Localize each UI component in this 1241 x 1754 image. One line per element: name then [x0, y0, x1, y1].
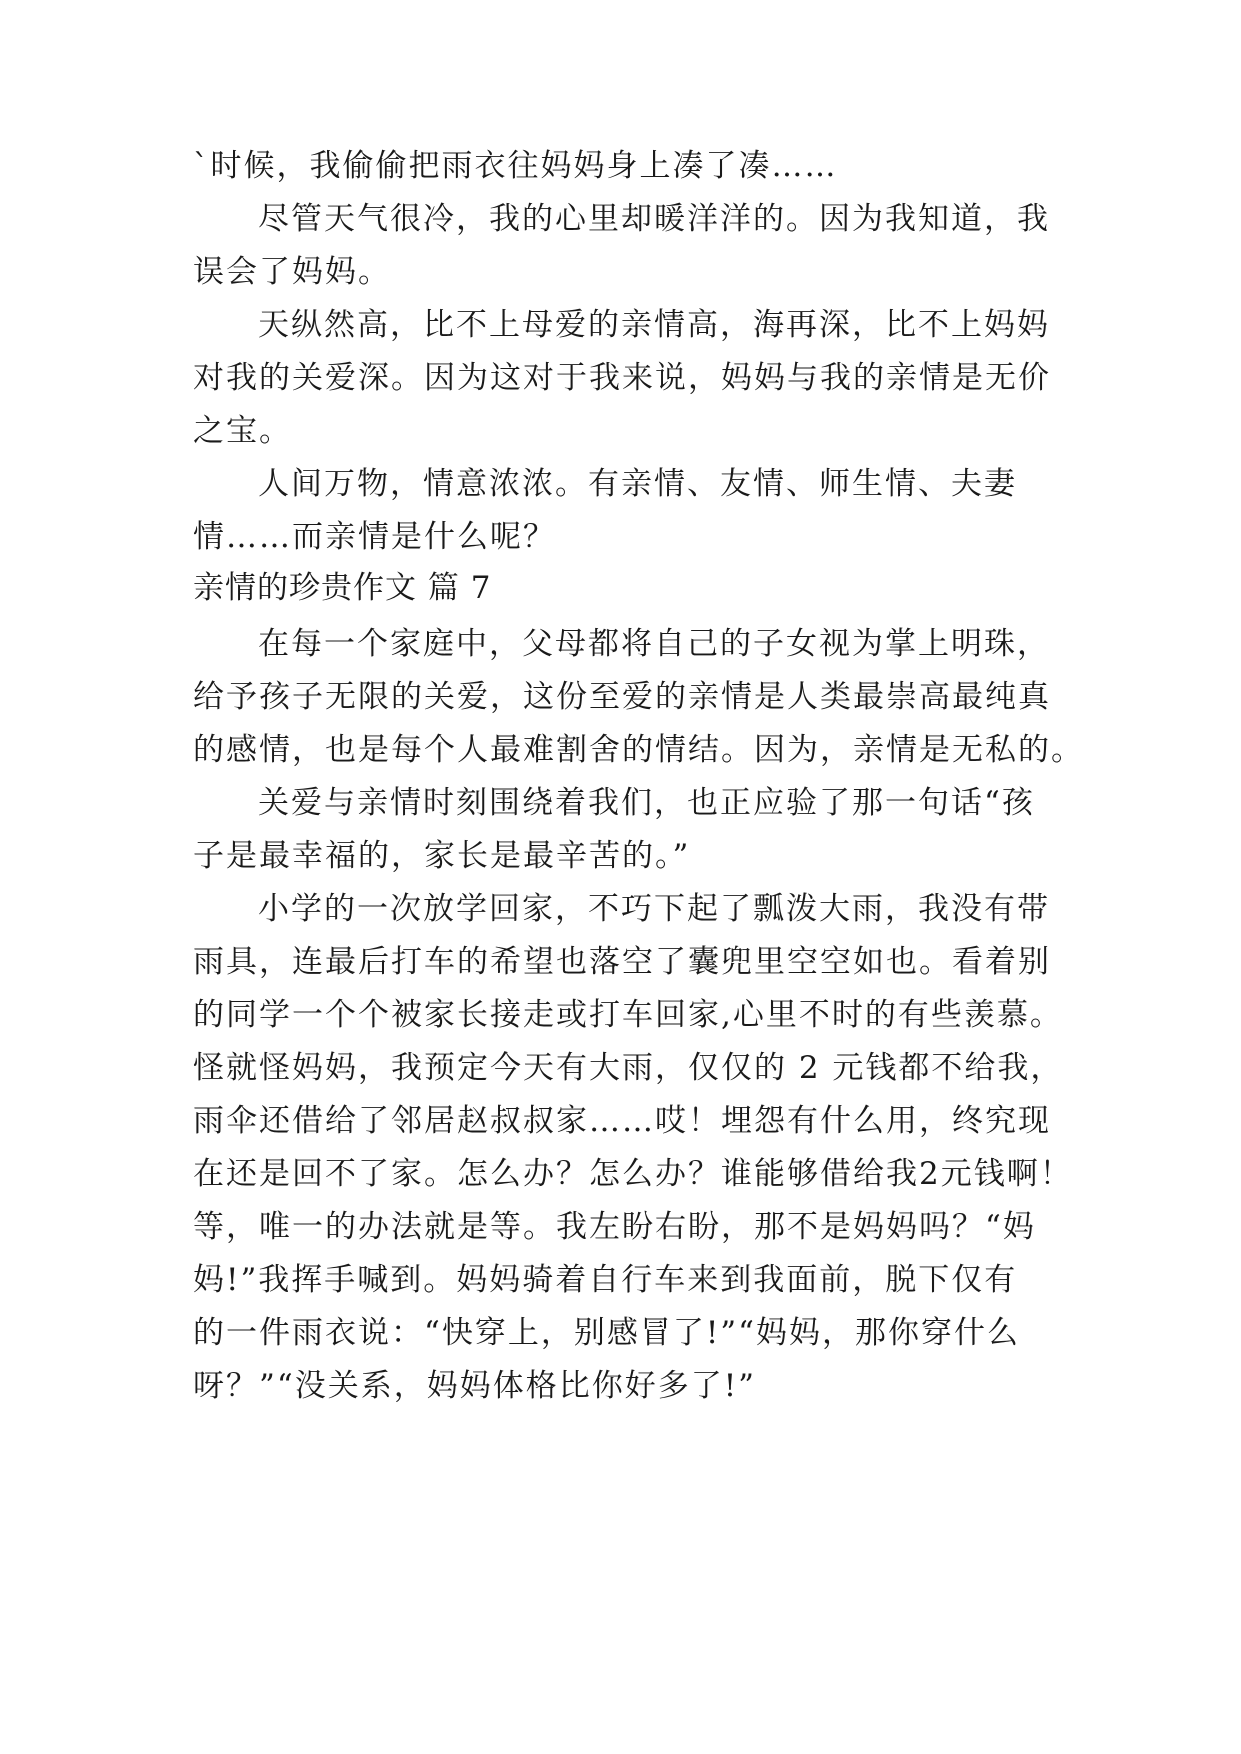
text-line: 妈!”我挥手喊到。妈妈骑着自行车来到我面前，脱下仅有 [193, 1262, 1018, 1298]
text-line: 误会了妈妈。 [193, 254, 391, 290]
text-line: 的同学一个个被家长接走或打车回家,心里不时的有些羡慕。 [193, 997, 1063, 1033]
text-line: 之宝。 [193, 413, 292, 449]
text-line: 雨具，连最后打车的希望也落空了囊兜里空空如也。看着别 [193, 944, 1051, 980]
paragraph-start-line: 在每一个家庭中，父母都将自己的子女视为掌上明珠， [258, 626, 1050, 662]
text-line: 呀？”“没关系，妈妈体格比你好多了!” [193, 1368, 757, 1404]
text-line: 怪就怪妈妈，我预定今天有大雨，仅仅的 2 元钱都不给我， [193, 1050, 1064, 1086]
text-line: 情……而亲情是什么呢？ [193, 519, 556, 555]
section-heading: 亲情的珍贵作文 篇 7 [193, 570, 492, 606]
text-line: 的感情，也是每个人最难割舍的情结。因为，亲情是无私的。 [193, 732, 1084, 768]
paragraph-start-line: 天纵然高，比不上母爱的亲情高，海再深，比不上妈妈 [258, 307, 1050, 343]
text-line: 等，唯一的办法就是等。我左盼右盼，那不是妈妈吗？“妈 [193, 1209, 1036, 1245]
paragraph-start-line: 小学的一次放学回家，不巧下起了瓢泼大雨，我没有带 [258, 891, 1050, 927]
paragraph-start-line: 关爱与亲情时刻围绕着我们，也正应验了那一句话“孩 [258, 785, 1035, 821]
text-line: 给予孩子无限的关爱，这份至爱的亲情是人类最崇高最纯真 [193, 679, 1051, 715]
text-line: 子是最幸福的，家长是最辛苦的。” [193, 838, 691, 874]
text-line: 在还是回不了家。怎么办？怎么办？谁能够借给我2元钱啊！ [193, 1156, 1073, 1192]
text-line: `时候，我偷偷把雨衣往妈妈身上凑了凑…… [193, 148, 838, 184]
text-line: 对我的关爱深。因为这对于我来说，妈妈与我的亲情是无价 [193, 360, 1051, 396]
paragraph-start-line: 尽管天气很冷，我的心里却暖洋洋的。因为我知道，我 [258, 201, 1050, 237]
paragraph-start-line: 人间万物，情意浓浓。有亲情、友情、师生情、夫妻 [258, 466, 1017, 502]
text-line: 雨伞还借给了邻居赵叔叔家……哎！埋怨有什么用，终究现 [193, 1103, 1051, 1139]
text-line: 的一件雨衣说：“快穿上，别感冒了!”“妈妈，那你穿什么 [193, 1315, 1020, 1351]
